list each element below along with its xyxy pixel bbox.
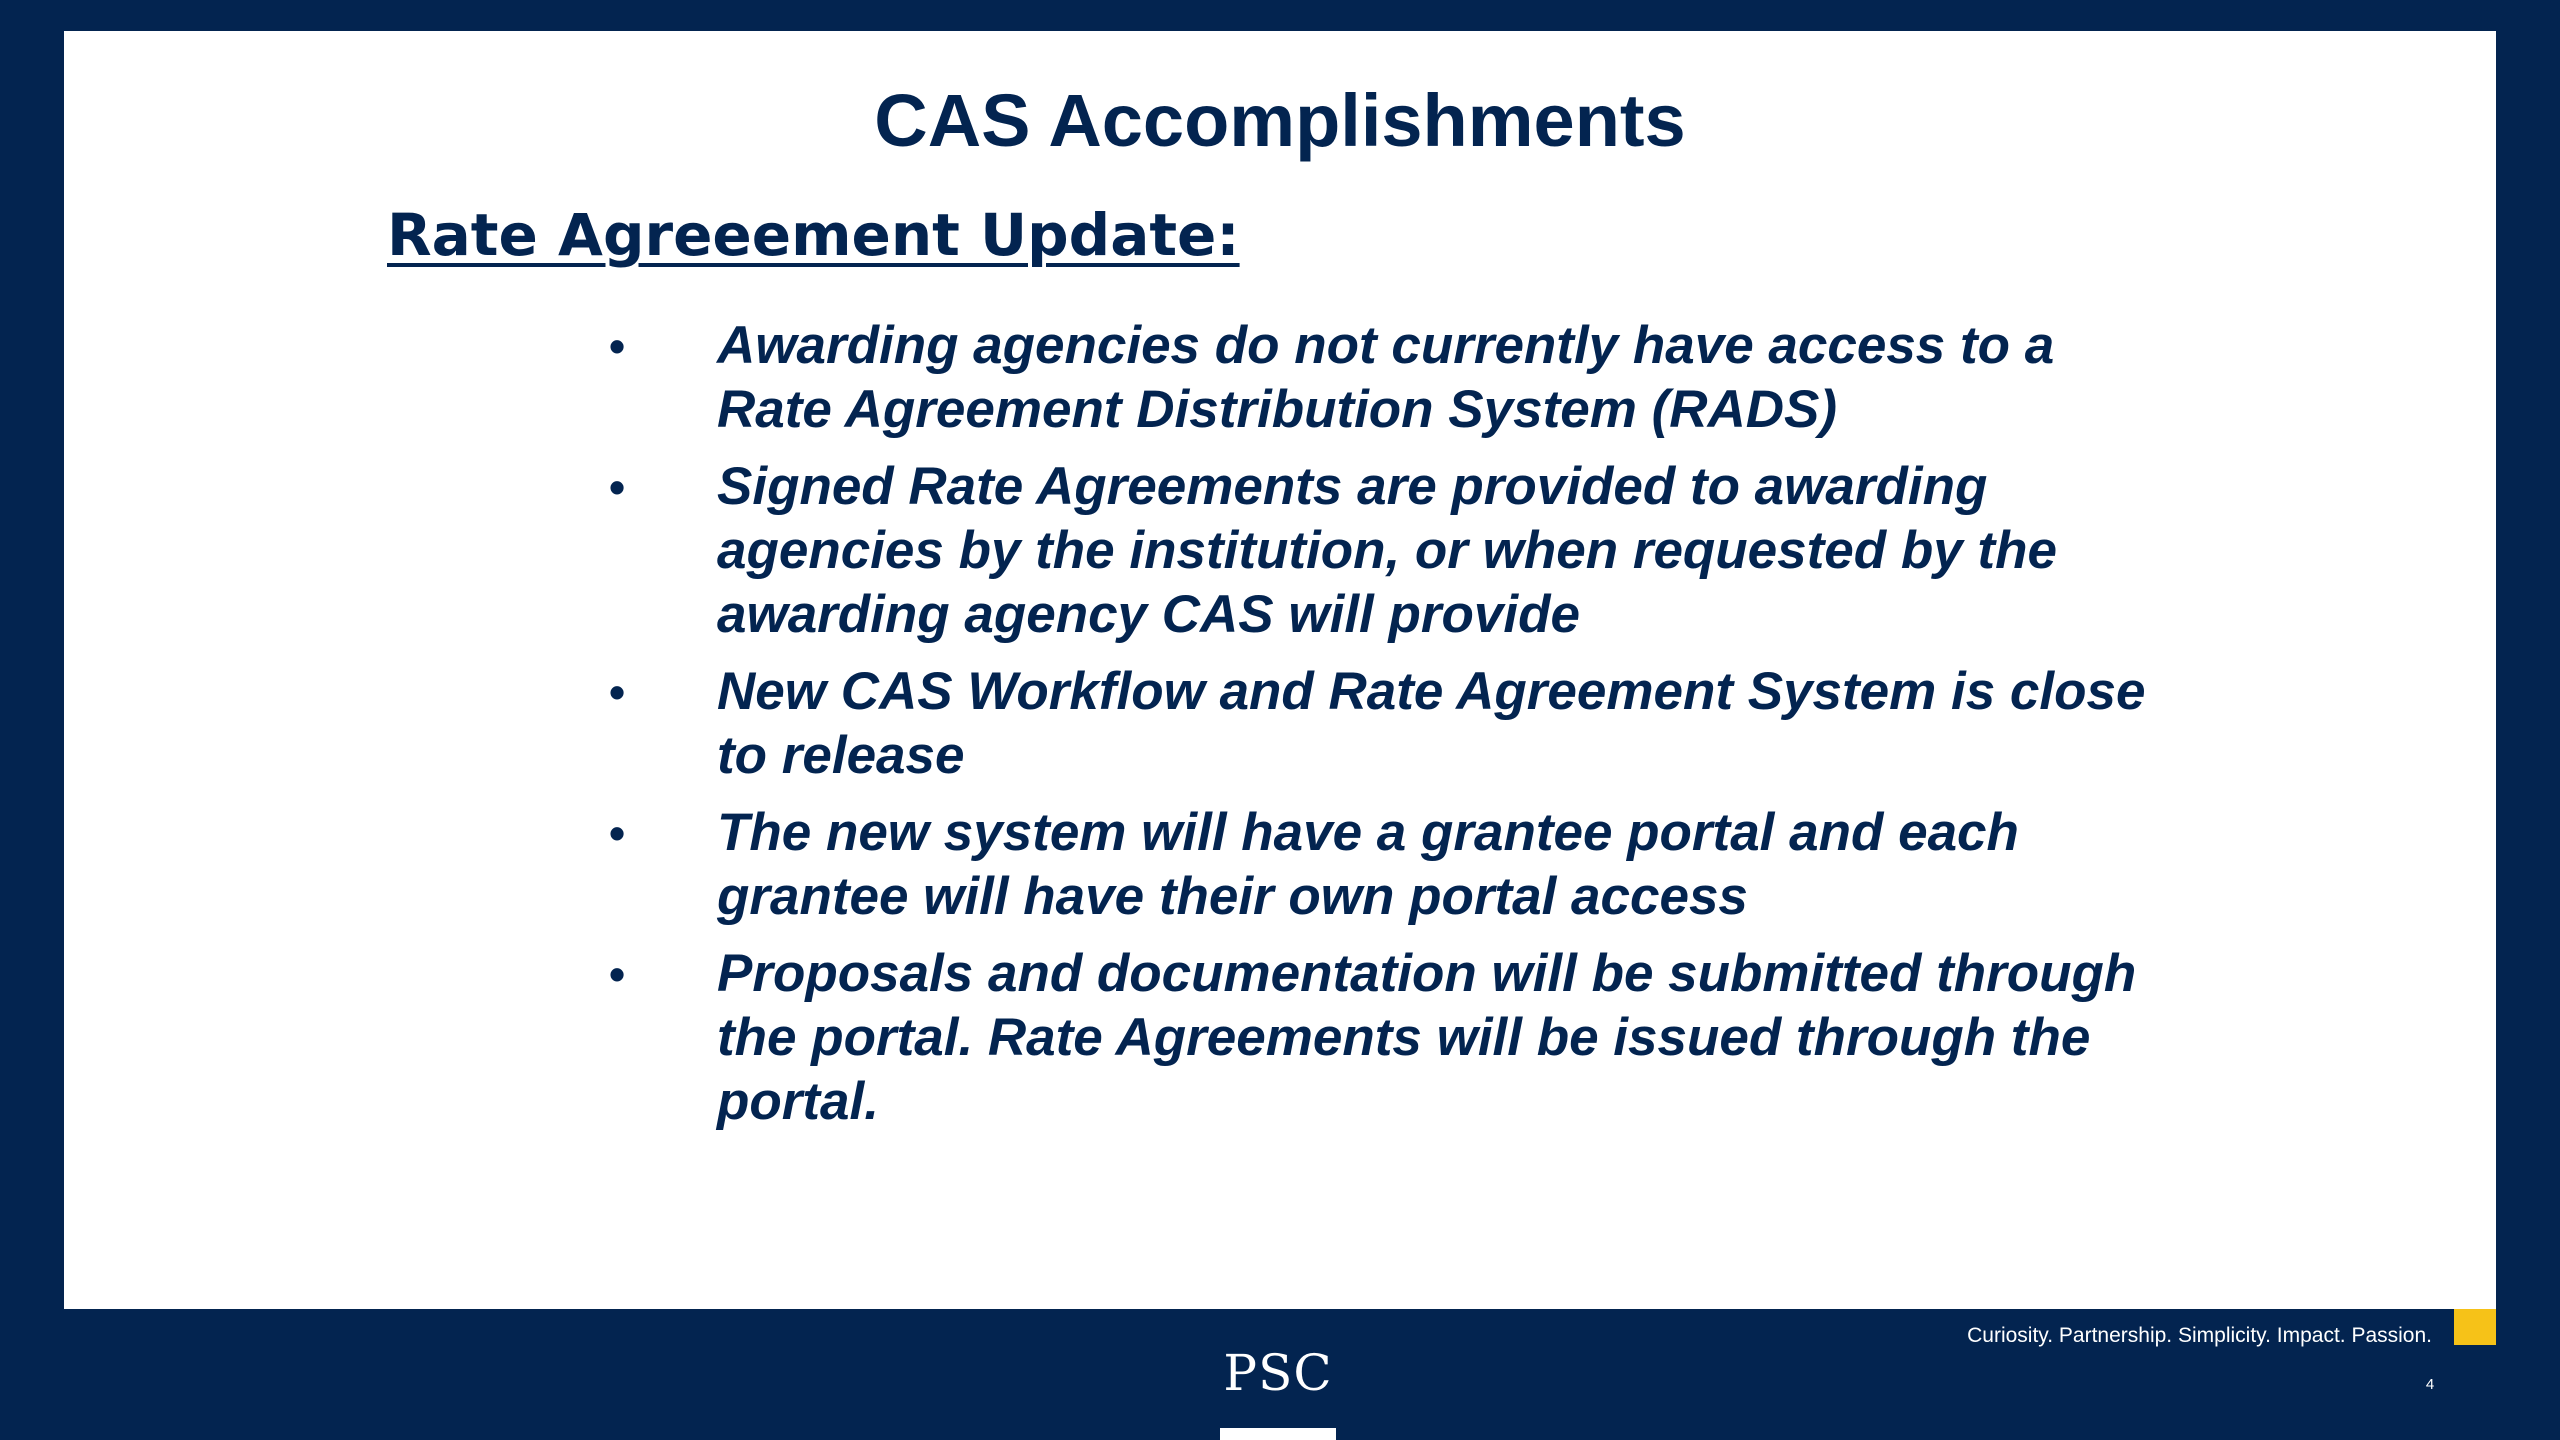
section-heading: Rate Agreeement Update: [387,201,1240,269]
accent-square [2454,1309,2496,1345]
page-number: 4 [2425,1376,2435,1393]
bullet-icon: • [609,948,626,1000]
bullet-icon: • [609,807,626,859]
bullet-item [609,801,2169,929]
bullet-text: Proposals and documentation will be submitted through the portal. Rate Agreements will be issued through the portal. [717,944,2137,1131]
bullet-icon: • [609,461,626,513]
bullet-list [609,314,2169,1147]
bullet-item [609,314,2169,442]
bullet-icon: • [609,666,626,718]
bullet-text: New CAS Workflow and Rate Agreement System is close to release [717,662,2146,785]
psc-logo-text: PSC [1223,1344,1333,1402]
logo-bar [1220,1428,1336,1440]
bullet-text: Signed Rate Agreements are provided to awarding agencies by the institution, or when requested by the awarding agency CAS will provide [717,457,2057,644]
bullet-item [609,455,2169,647]
footer-tagline: Curiosity. Partnership. Simplicity. Impact. Passion. [1967,1324,2432,1347]
bullet-icon: • [609,320,626,372]
bullet-text: The new system will have a grantee portal and each grantee will have their own portal access [717,803,2019,926]
bullet-text: Awarding agencies do not currently have access to a Rate Agreement Distribution System (RADS) [717,316,2055,439]
bullet-item [609,660,2169,788]
slide-content-panel [64,31,2496,1309]
psc-logo [1220,1345,1336,1440]
slide-title: CAS Accomplishments [874,79,1686,162]
bullet-item [609,942,2169,1134]
